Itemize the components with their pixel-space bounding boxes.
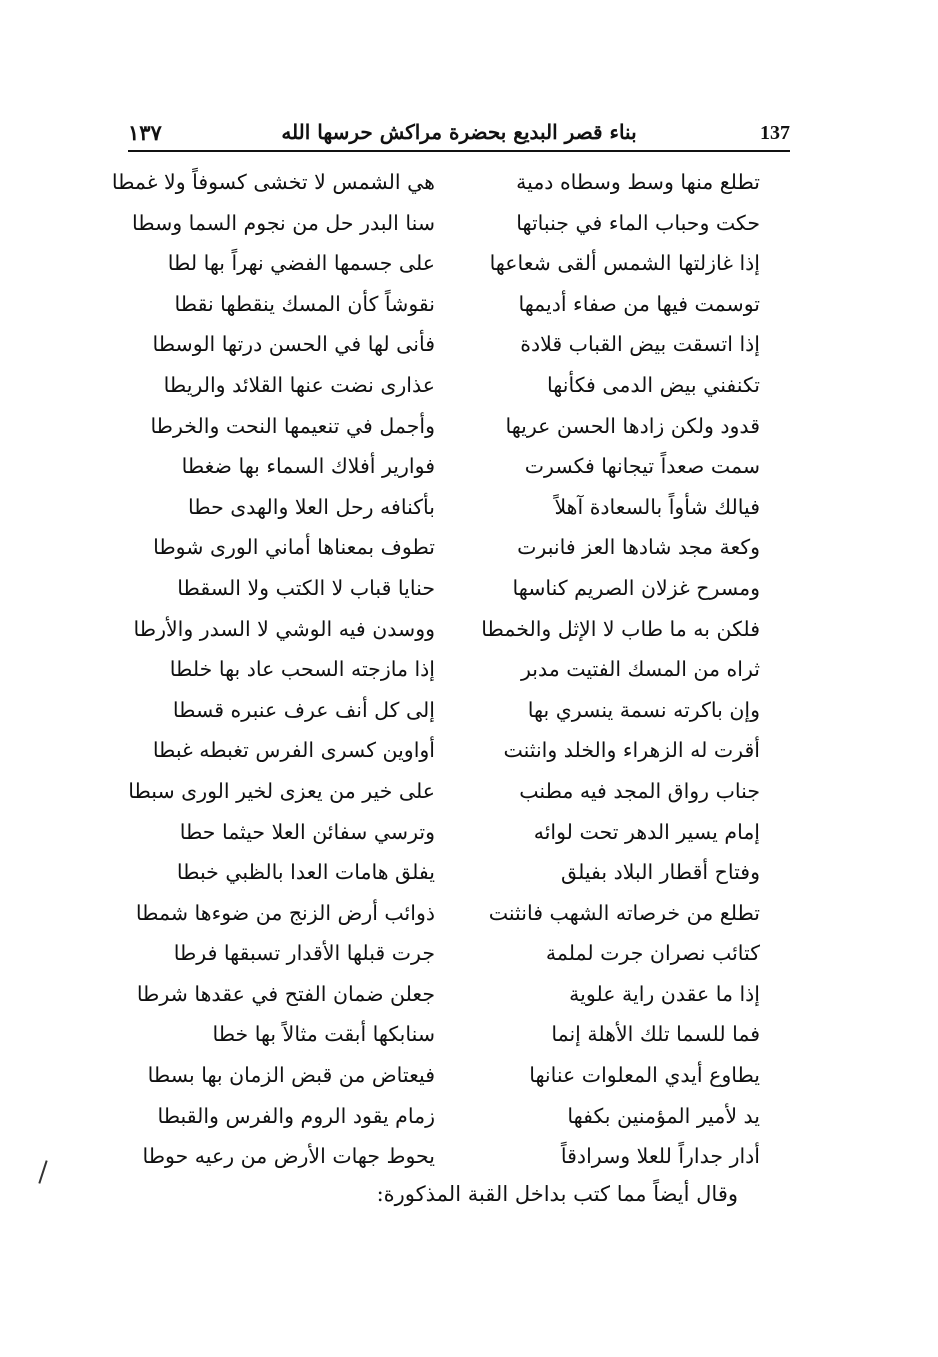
verse-first-hemistich: ومسرح غزلان الصريم كناسها (512, 575, 760, 600)
verse-line (150, 653, 760, 694)
verse-line (150, 450, 760, 491)
closing-line: وقال أيضاً مما كتب بداخل القبة المذكورة: (376, 1182, 738, 1206)
verse-line (150, 856, 760, 897)
verse-second-hemistich: ووسدن فيه الوشي لا السدر والأرطا (133, 616, 435, 641)
verse-line (147, 1059, 760, 1100)
verse-line (150, 694, 760, 735)
verse-line (150, 328, 760, 369)
verse-first-hemistich: وكعة مجد شادها العز فانبرت (517, 535, 760, 560)
verse-first-hemistich: تطلع منها وسط وسطاه دمية (516, 170, 760, 194)
verse-first-hemistich: توسمت فيها من صفاء أديمها (518, 291, 760, 316)
verse-second-hemistich: على جسمها الفضي نهراً بها لطا (167, 251, 435, 276)
page-number-latin: 137 (760, 122, 790, 144)
verse-second-hemistich: بأكنافه رحل العلا والهدى حطا (188, 494, 435, 519)
verse-second-hemistich: تطوف بمعناها أماني الورى شوطا (153, 535, 435, 560)
verse-first-hemistich: إمام يسير الدهر تحت لوائه (533, 819, 760, 844)
verse-first-hemistich: إذا اتسقت بيض القباب قلادة (520, 332, 760, 357)
verse-first-hemistich: كتائب نصران جرت لملمة (545, 941, 760, 966)
verse-first-hemistich: فيالك شأواً بالسعادة آهلاً (554, 494, 760, 519)
verse-first-hemistich: تكنفني بيض الدمى فكأنها (547, 372, 760, 397)
verse-line (150, 1018, 760, 1059)
verse-second-hemistich: فوارير أفلاك السماء بها ضغطا (181, 454, 435, 479)
verse-second-hemistich: فيعتاض من قبض الزمان بها بسطا (147, 1063, 435, 1088)
verse-second-hemistich: فأنى لها في الحسن درتها الوسطا (152, 332, 435, 357)
verse-first-hemistich: ثراه من المسك الفتيت مدبر (520, 657, 760, 682)
verse-second-hemistich: هي الشمس لا تخشى كسوفاً ولا غمطا (111, 170, 435, 194)
verse-line (150, 531, 760, 572)
verse-second-hemistich: وترسي سفائن العلا حيثما حطا (179, 819, 435, 844)
verse-line (128, 775, 760, 816)
verse-line (150, 369, 760, 410)
verse-first-hemistich: أقرت له الزهراء والخلد وانثنت (503, 738, 760, 763)
verse-line (150, 734, 760, 775)
page-header (128, 118, 790, 154)
verse-line (111, 166, 760, 207)
verse-first-hemistich: تطلع من خرصاته الشهب فانثنت (488, 900, 760, 925)
verse-second-hemistich: يفلق هامات العدا بالظبي خبطا (176, 860, 435, 885)
verse-line (150, 491, 760, 532)
verse-first-hemistich: فما للسما تلك الأهلة إنما (551, 1022, 760, 1047)
verse-line (150, 288, 760, 329)
verse-first-hemistich: إذا ما عقدن راية علوية (569, 981, 760, 1006)
verse-first-hemistich: قدود ولكن زادها الحسن عريها (505, 413, 760, 438)
verse-second-hemistich: سنابكها أبقت مثالاً بها خطا (212, 1022, 435, 1047)
verse-line (150, 816, 760, 857)
verse-second-hemistich: يحوط جهات الأرض من رعيه حوطا (142, 1144, 435, 1169)
verse-second-hemistich: أواوين كسرى الفرس تغبطه غبطا (152, 738, 435, 763)
verse-line (150, 1100, 760, 1141)
verse-second-hemistich: نقوشاً كأن المسك ينقطها نقطا (174, 291, 435, 316)
verse-line (150, 410, 760, 451)
header-rule (128, 150, 790, 152)
verse-first-hemistich: حكت وحباب الماء في جنباتها (516, 210, 760, 235)
poem-verses (111, 166, 760, 1181)
verse-second-hemistich: جعلن ضمان الفتح في عقدها شرطا (136, 981, 435, 1006)
verse-second-hemistich: إذا مازجته السحب عاد بها خلطا (169, 657, 435, 682)
page-number-arabic: ١٣٧ (128, 120, 162, 145)
verse-second-hemistich: زمام يقود الروم والفرس والقبطا (157, 1103, 435, 1128)
verse-first-hemistich: وفتاح أقطار البلاد بفيلق (560, 860, 760, 885)
verse-first-hemistich: جناب رواق المجد فيه مطنب (519, 778, 760, 803)
verse-line (132, 207, 760, 248)
verse-second-hemistich: سنا البدر حل من نجوم السما وسطا (132, 210, 435, 235)
margin-mark (38, 1160, 47, 1183)
verse-first-hemistich: أدار جداراً للعلا وسرادقاً (560, 1144, 760, 1169)
running-title: بناء قصر البديع بحضرة مراكش حرسها الله (281, 120, 637, 144)
verse-line (136, 978, 760, 1019)
verse-second-hemistich: وأجمل في تنعيمها النحت والخرطا (150, 413, 435, 438)
verse-second-hemistich: جرت قبلها الأقدار تسبقها فرطا (173, 941, 435, 966)
verse-second-hemistich: ذوائب أرض الزنج من ضوءها شمطا (135, 900, 435, 925)
verse-line (142, 1140, 760, 1181)
verse-second-hemistich: عذارى نضت عنها القلائد والريطا (163, 372, 435, 397)
verse-line (135, 897, 760, 938)
verse-first-hemistich: وإن باكرته نسمة ينسري بها (527, 697, 760, 722)
verse-first-hemistich: سمت صعداً تيجانها فكسرت (524, 454, 760, 479)
verse-first-hemistich: يد لأمير المؤمنين بكفها (567, 1103, 760, 1128)
verse-line (133, 613, 760, 654)
verse-first-hemistich: إذا غازلتها الشمس ألقى شعاعها (489, 251, 760, 276)
verse-second-hemistich: على خير من يعزى لخير الورى سبطا (128, 778, 435, 803)
verse-line (150, 247, 760, 288)
verse-first-hemistich: يطاوع أيدي المعلوات عنانها (529, 1063, 760, 1088)
verse-second-hemistich: إلى كل أنف عرف عنبره قسطا (172, 697, 435, 722)
verse-line (150, 572, 760, 613)
verse-line (150, 937, 760, 978)
verse-first-hemistich: فلكن به ما طاب لا الإثل والخمطا (481, 616, 760, 641)
verse-second-hemistich: حنايا قباب لا الكتب ولا السقطا (177, 575, 435, 600)
